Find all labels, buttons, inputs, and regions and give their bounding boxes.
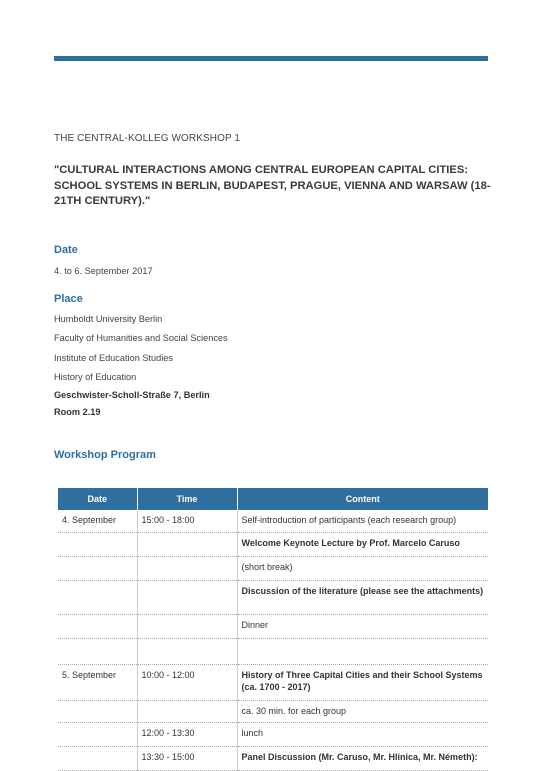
table-row bbox=[58, 614, 488, 638]
cell-date: 5. September bbox=[58, 664, 137, 700]
program-heading: Workshop Program bbox=[54, 449, 156, 461]
cell-time: 15:00 - 18:00 bbox=[137, 510, 237, 532]
top-accent-bar bbox=[54, 56, 488, 61]
column-header-content: Content bbox=[237, 488, 488, 510]
date-heading: Date bbox=[54, 244, 78, 256]
table-header-row bbox=[58, 488, 488, 510]
place-heading: Place bbox=[54, 293, 83, 305]
place-room: Room 2.19 bbox=[54, 407, 101, 417]
table-row bbox=[58, 664, 488, 700]
cell-content: History of Three Capital Cities and their School Systems (ca. 1700 - 2017) bbox=[237, 664, 488, 700]
table-row bbox=[58, 580, 488, 614]
place-line: History of Education bbox=[54, 372, 137, 382]
cell-content: Panel Discussion (Mr. Caruso, Mr. Hlinica, Mr. Németh): bbox=[237, 746, 488, 770]
table-row bbox=[58, 700, 488, 722]
cell-date: 4. September bbox=[58, 510, 137, 532]
cell-content: Self-introduction of participants (each research group) bbox=[237, 510, 488, 532]
program-table bbox=[58, 488, 488, 771]
place-address: Geschwister-Scholl-Straße 7, Berlin bbox=[54, 390, 210, 400]
cell-time bbox=[137, 580, 237, 614]
cell-content bbox=[237, 638, 488, 664]
cell-date bbox=[58, 532, 137, 556]
workshop-kicker: THE CENTRAL-KOLLEG WORKSHOP 1 bbox=[54, 133, 241, 144]
cell-date bbox=[58, 638, 137, 664]
cell-date bbox=[58, 556, 137, 580]
table-row bbox=[58, 638, 488, 664]
cell-time bbox=[137, 700, 237, 722]
cell-time: 10:00 - 12:00 bbox=[137, 664, 237, 700]
table-row bbox=[58, 510, 488, 532]
cell-time bbox=[137, 638, 237, 664]
table-row bbox=[58, 556, 488, 580]
workshop-title: "CULTURAL INTERACTIONS AMONG CENTRAL EUROPEAN CAPITAL CITIES: SCHOOL SYSTEMS IN BERLIN, BUDAPEST, PRAGUE, VIENNA AND WARSAW (18-21TH CENTURY)." bbox=[54, 164, 491, 207]
column-header-time: Time bbox=[137, 488, 237, 510]
column-header-date: Date bbox=[58, 488, 137, 510]
place-line: Institute of Education Studies bbox=[54, 353, 174, 363]
cell-content: Welcome Keynote Lecture by Prof. Marcelo Caruso bbox=[237, 532, 488, 556]
cell-time bbox=[137, 614, 237, 638]
cell-date bbox=[58, 580, 137, 614]
date-value: 4. to 6. September 2017 bbox=[54, 266, 153, 276]
table-row bbox=[58, 722, 488, 746]
cell-date bbox=[58, 614, 137, 638]
place-line: Faculty of Humanities and Social Sciences bbox=[54, 333, 228, 343]
cell-content: (short break) bbox=[237, 556, 488, 580]
cell-date bbox=[58, 746, 137, 770]
table-row bbox=[58, 746, 488, 770]
cell-content: lunch bbox=[237, 722, 488, 746]
cell-date bbox=[58, 700, 137, 722]
cell-time bbox=[137, 532, 237, 556]
cell-date bbox=[58, 722, 137, 746]
cell-content: Discussion of the literature (please see the attachments) bbox=[237, 580, 488, 614]
cell-time: 13:30 - 15:00 bbox=[137, 746, 237, 770]
cell-content: ca. 30 min. for each group bbox=[237, 700, 488, 722]
cell-time bbox=[137, 556, 237, 580]
place-line: Humboldt University Berlin bbox=[54, 314, 163, 324]
table-row bbox=[58, 532, 488, 556]
cell-time: 12:00 - 13:30 bbox=[137, 722, 237, 746]
cell-content: Dinner bbox=[237, 614, 488, 638]
